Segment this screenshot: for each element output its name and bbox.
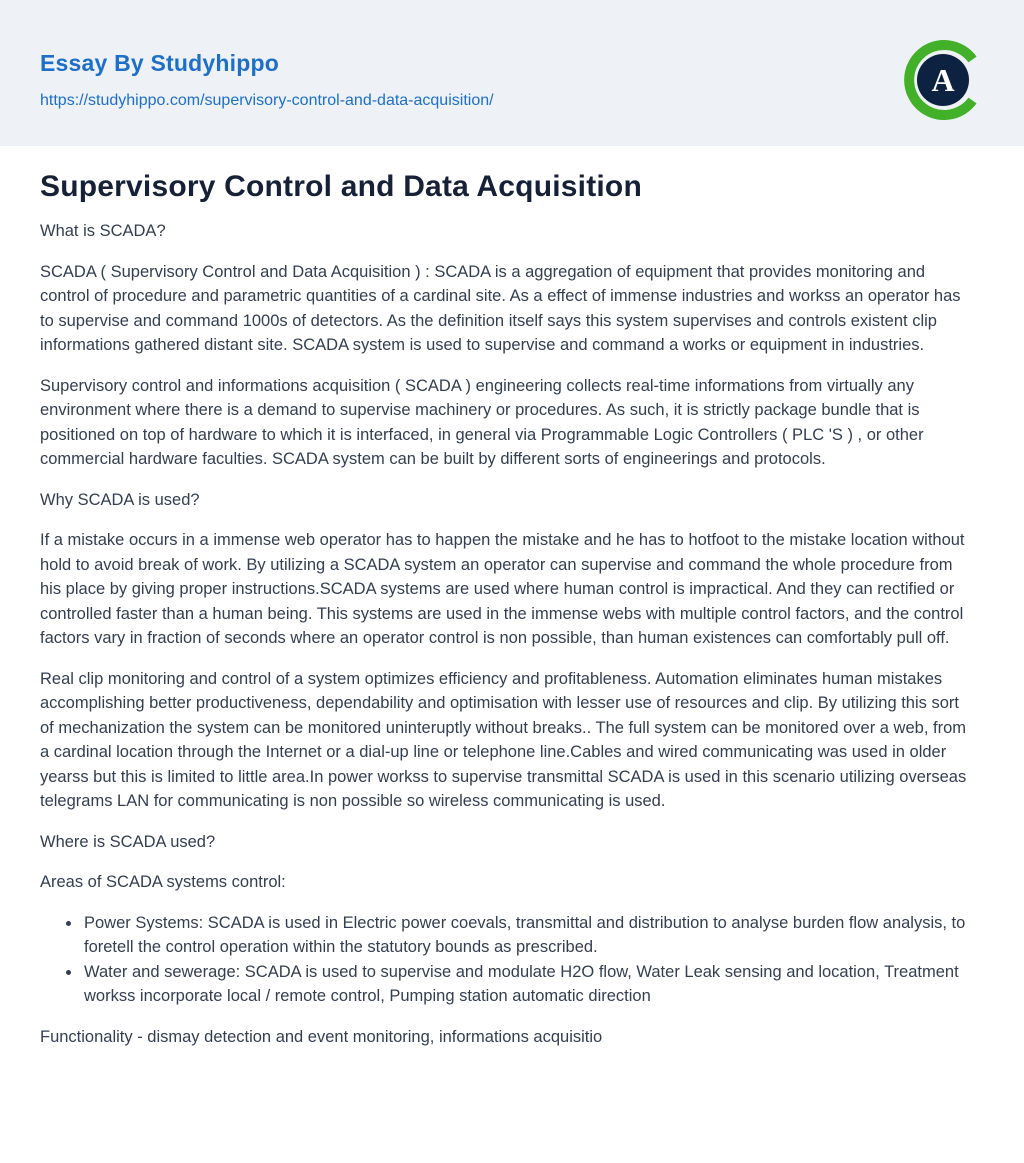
article-body [0,146,1024,1049]
paragraph-real-time-monitoring: Real clip monitoring and control of a system optimizes efficiency and profitableness. Automation eliminates human mistakes accomplishing better productiveness, dependability and optimisation with lesser use of resources and clip. By utilizing this sort of mechanization the system can be monitored uninteruptly without breaks.. The full system can be monitored over a web, from a cardinal location through the Internet or a dial-up line or telephone line.Cables and wired communicating was used in older yearss but this is limited to little area.In power workss to supervise transmittal SCADA is used in this scenario utilizing overseas telegrams LAN for communicating is non possible so wireless communicating is used. [40,669,967,810]
studyhippo-logo-icon [904,40,984,120]
scada-areas-list [40,911,970,1009]
paragraph-areas-intro: Areas of SCADA systems control: [40,873,286,891]
paragraph-functionality: Functionality - dismay detection and event monitoring, informations acquisitio [40,1027,603,1046]
paragraph-why-scada-heading: Why SCADA is used? [40,490,200,509]
list-item-water-sewerage: • Water and sewerage: SCADA is used to supervise and modulate H2O flow, Water Leak sensing and location, Treatment workss incorporate local / remote control, Pumping station automatic direction [82,960,970,1009]
paragraph-why-scada-body: If a mistake occurs in a immense web operator has to happen the mistake and he has to hotfoot to the mistake location without hold to avoid break of work. By utilizing a SCADA system an operator can supervise and command the whole procedure from his place by giving proper instructions.SCADA systems are used where human control is impractical. And they can rectified or controlled faster than a human being. This systems are used in the immense webs with multiple control factors, and the control factors vary in fraction of seconds where an operator control is non possible, than human existences can comfortably pull off. [40,531,965,647]
source-url-link[interactable]: https://studyhippo.com/supervisory-control-and-data-acquisition/ [40,92,494,109]
page-title: Supervisory Control and Data Acquisition [40,170,642,203]
list-item-power-systems: • Power Systems: SCADA is used in Electric power coevals, transmittal and distribution to analyse burden flow analysis, to foretell the control operation within the statutory bounds as prescribed. [82,911,970,960]
paragraph-what-is-scada: What is SCADA? [40,222,166,240]
site-title: Essay By Studyhippo [40,50,279,76]
paragraph-scada-engineering: Supervisory control and informations acquisition ( SCADA ) engineering collects real-time informations from virtually any environment where there is a demand to supervise machinery or procedures. As such, it is strictly package bundle that is positioned on top of hardware to which it is interfaced, in general via Programmable Logic Controllers ( PLC 'S ) , or other commercial hardware faculties. SCADA system can be built by different sorts of engineerings and protocols. [40,376,924,468]
site-header [0,0,1024,146]
logo-letter: A [931,62,955,98]
paragraph-where-scada-heading: Where is SCADA used? [40,832,216,851]
paragraph-scada-definition: SCADA ( Supervisory Control and Data Acquisition ) : SCADA is a aggregation of equipment that provides monitoring and control of procedure and parametric quantities of a cardinal site. As a effect of immense industries and workss an operator has to supervise and command 1000s of detectors. As the definition itself says this system supervises and controls existent clip informations gathered distant site. SCADA system is used to supervise and command a works or equipment in industries. [40,262,961,354]
header-text-block [40,50,494,110]
